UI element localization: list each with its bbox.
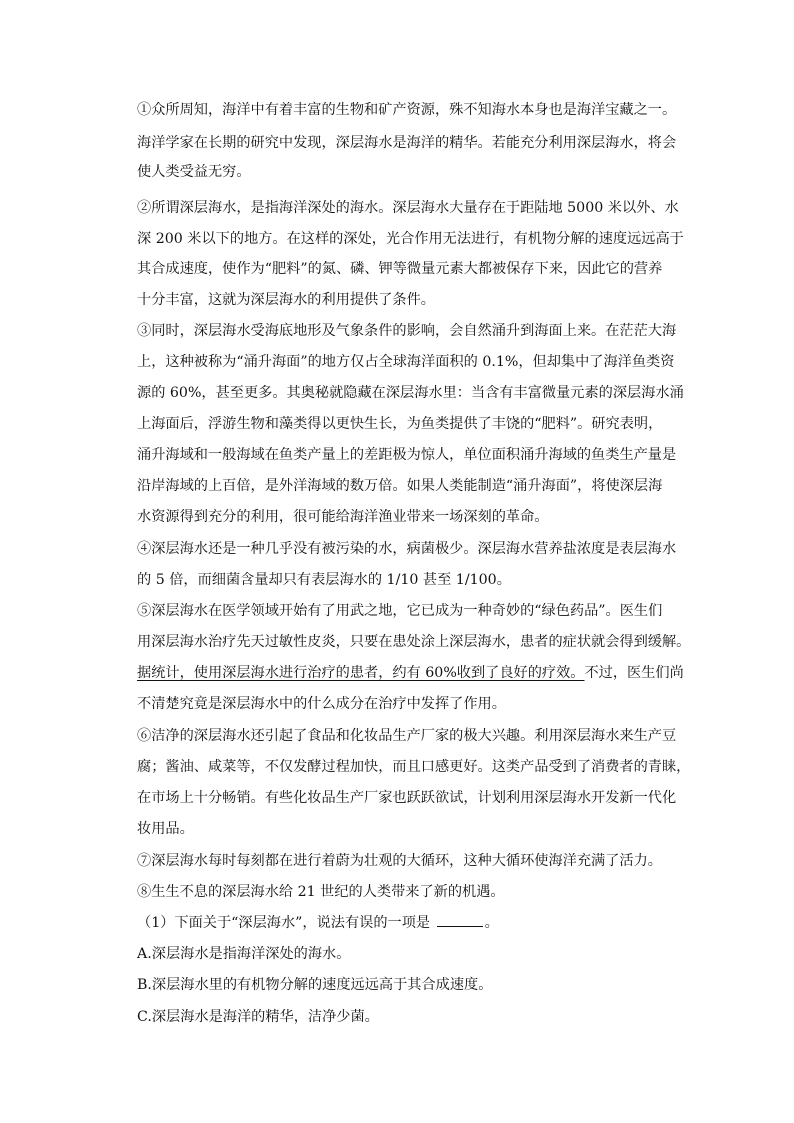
paragraph-5-line-2: 用深层海水治疗先天过敏性皮炎，只要在患处涂上深层海水，患者的症状就会得到缓解。 bbox=[137, 634, 691, 650]
paragraph-5-line-4: 不清楚究竟是深层海水中的什么成分在治疗中发挥了作用。 bbox=[137, 696, 506, 712]
option-c: C.深层海水是海洋的精华，洁净少菌。 bbox=[137, 1009, 379, 1025]
sentence-continuation: 不过，医生们尚 bbox=[584, 665, 684, 681]
option-a: A.深层海水是指海洋深处的海水。 bbox=[137, 946, 351, 962]
paragraph-1-line-3: 使人类受益无穷。 bbox=[137, 164, 251, 180]
paragraph-5-line-3 bbox=[137, 664, 697, 682]
paragraph-8: ⑧生生不息的深层海水给 21 世纪的人类带来了新的机遇。 bbox=[137, 884, 505, 900]
paragraph-3-line-2: 上，这种被称为“涌升海面”的地方仅占全球海洋面积的 0.1%，但却集中了海洋鱼类资 bbox=[137, 354, 675, 370]
paragraph-1-line-1: ①众所周知，海洋中有着丰富的生物和矿产资源，殊不知海水本身也是海洋宝藏之一。 bbox=[137, 102, 677, 118]
paragraph-6-line-3: 在市场上十分畅销。有些化妆品生产厂家也跃跃欲试，计划利用深层海水开发新一代化 bbox=[137, 790, 677, 806]
paragraph-3-line-5: 涌升海域和一般海域在鱼类产量上的差距极为惊人，单位面积涌升海域的鱼类生产量是 bbox=[137, 447, 677, 463]
option-b: B.深层海水里的有机物分解的速度远远高于其合成速度。 bbox=[137, 977, 493, 993]
paragraph-5-line-1: ⑤深层海水在医学领域开始有了用武之地，它已成为一种奇妙的“绿色药品”。医生们 bbox=[137, 603, 663, 619]
paragraph-6-line-1: ⑥洁净的深层海水还引起了食品和化妆品生产厂家的极大兴趣。利用深层海水来生产豆 bbox=[137, 728, 677, 744]
paragraph-2-line-4: 十分丰富，这就为深层海水的利用提供了条件。 bbox=[137, 292, 435, 308]
paragraph-3-line-4: 上海面后，浮游生物和藻类得以更快生长，为鱼类提供了丰饶的“肥料”。研究表明， bbox=[137, 416, 663, 432]
paragraph-2-line-2: 深 200 米以下的地方。在这样的深处，光合作用无法进行，有机物分解的速度远远高于 bbox=[137, 231, 684, 247]
underlined-sentence: 据统计，使用深层海水进行治疗的患者，约有 60%收到了良好的疗效。 bbox=[137, 665, 585, 681]
paragraph-3-line-6: 沿岸海域的上百倍，是外洋海域的数万倍。如果人类能制造“涌升海面”，将使深层海 bbox=[137, 478, 663, 494]
paragraph-6-line-2: 腐；酱油、咸菜等，不仅发酵过程加快，而且口感更好。这类产品受到了消费者的青睐， bbox=[137, 759, 691, 775]
question-1-stem bbox=[137, 914, 697, 932]
paragraph-7: ⑦深层海水每时每刻都在进行着蔚为壮观的大循环，这种大循环使海洋充满了活力。 bbox=[137, 853, 662, 869]
paragraph-3-line-7: 水资源得到充分的利用，很可能给海洋渔业带来一场深刻的革命。 bbox=[137, 509, 549, 525]
paragraph-4-line-2: 的 5 倍，而细菌含量却只有表层海水的 1/10 甚至 1/100。 bbox=[137, 572, 511, 588]
question-suffix: 。 bbox=[484, 915, 499, 931]
paragraph-3-line-1: ③同时，深层海水受海底地形及气象条件的影响，会自然涌升到海面上来。在茫茫大海 bbox=[137, 323, 677, 339]
paragraph-6-line-4: 妆用品。 bbox=[137, 821, 194, 837]
question-prefix: （1）下面关于“深层海水”，说法有误的一项是 bbox=[137, 915, 435, 931]
paragraph-4-line-1: ④深层海水还是一种几乎没有被污染的水，病菌极少。深层海水营养盐浓度是表层海水 bbox=[137, 541, 677, 557]
paragraph-2-line-3: 其合成速度，使作为“肥料”的氮、磷、钾等微量元素大都被保存下来，因此它的营养 bbox=[137, 261, 663, 277]
answer-blank[interactable] bbox=[437, 914, 483, 927]
paragraph-3-line-3: 源的 60%，甚至更多。其奥秘就隐藏在深层海水里：当含有丰富微量元素的深层海水涌 bbox=[137, 385, 684, 401]
paragraph-1-line-2: 海洋学家在长期的研究中发现，深层海水是海洋的精华。若能充分利用深层海水，将会 bbox=[137, 135, 677, 151]
paragraph-2-line-1: ②所谓深层海水，是指海洋深处的海水。深层海水大量存在于距陆地 5000 米以外、水 bbox=[137, 200, 679, 216]
